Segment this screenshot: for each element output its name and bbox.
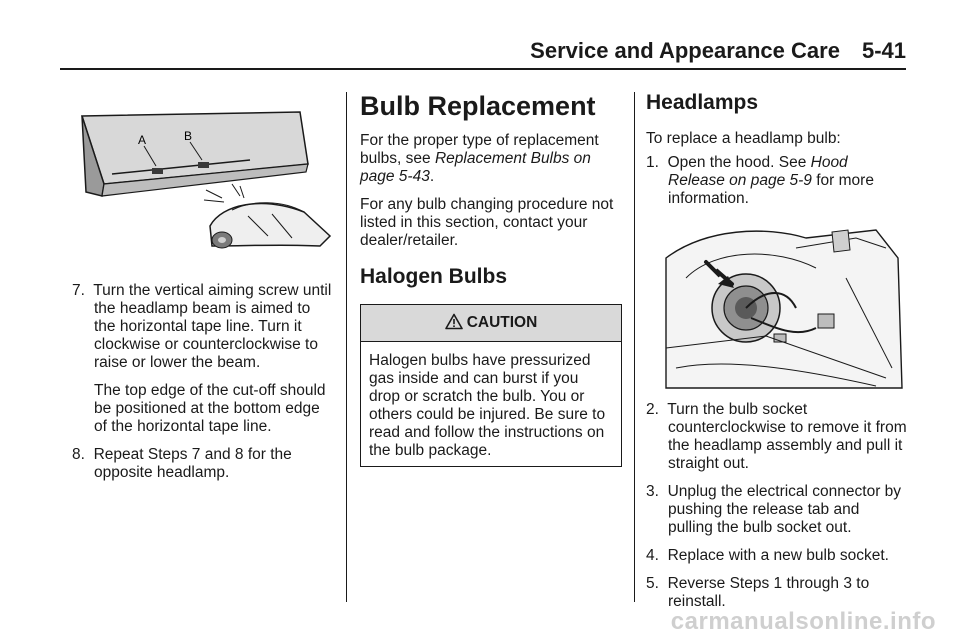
step-number: 7. — [72, 282, 85, 299]
caution-box — [360, 304, 622, 467]
step-text: Turn the bulb socket counterclockwise to remove it from the headlamp assembly and pull it straight out. — [667, 401, 907, 472]
step-8 — [72, 446, 334, 482]
step-number: 4. — [646, 547, 659, 564]
replacement-bulbs-paragraph — [360, 132, 622, 186]
step-number: 1. — [646, 154, 659, 171]
page-number: 5-41 — [861, 38, 906, 63]
paragraph-text: For the proper type of replacement bulbs, see — [360, 132, 599, 167]
intro-text: To replace a headlamp bulb: — [646, 130, 841, 147]
step-2 — [646, 401, 908, 473]
step-5 — [646, 575, 908, 611]
left-column — [72, 96, 334, 492]
step-4 — [646, 547, 908, 565]
step-7-note: The top edge of the cut-off should be positioned at the bottom edge of the horizontal tape line. — [94, 382, 326, 435]
step-number: 5. — [646, 575, 659, 592]
step-text: Unplug the electrical connector by pushing the release tab and pulling the bulb socket out. — [667, 483, 902, 536]
right-column — [646, 90, 908, 621]
step-number: 3. — [646, 483, 659, 500]
halogen-bulbs-heading: Halogen Bulbs — [360, 265, 508, 288]
replacement-bulbs-link[interactable]: Replacement Bulbs on page 5‑43 — [360, 150, 591, 185]
step-text: Reverse Steps 1 through 3 to reinstall. — [667, 575, 870, 610]
column-divider-right — [634, 92, 635, 602]
label-b: B — [184, 129, 193, 143]
step-number: 2. — [646, 401, 659, 418]
column-divider-left — [346, 92, 347, 602]
warning-triangle-icon — [445, 313, 463, 330]
step-3 — [646, 483, 908, 537]
step-1 — [646, 154, 908, 208]
caution-body: Halogen bulbs have pressurized gas inside and can burst if you drop or scratch the bulb. You or others could be injured. Be sure to read and follow the instructions on the bulb package. — [369, 352, 606, 459]
caution-header — [361, 305, 621, 342]
label-a: A — [138, 133, 147, 147]
paragraph-text: . — [429, 168, 435, 185]
headlamp-bulb-socket-illustration — [646, 218, 908, 393]
step-7 — [72, 282, 334, 372]
step-text: Repeat Steps 7 and 8 for the opposite headlamp. — [93, 446, 292, 481]
headlamps-heading: Headlamps — [646, 91, 759, 114]
step-text: Open the hood. See — [667, 154, 811, 171]
dealer-paragraph: For any bulb changing procedure not listed in this section, contact your dealer/retailer. — [360, 196, 614, 249]
bulb-replacement-heading: Bulb Replacement — [360, 91, 596, 121]
middle-column — [360, 90, 622, 467]
hood-release-link[interactable]: Hood Release on page 5‑9 — [668, 154, 848, 189]
step-text: for more information. — [668, 172, 874, 207]
step-text: Turn the vertical aiming screw until the headlamp beam is aimed to the horizontal tape line. Turn it clockwise or counterclockwise to raise or lower the beam. — [93, 282, 332, 371]
header-rule — [60, 68, 906, 70]
section-title: Service and Appearance Care — [530, 38, 840, 63]
caution-label: CAUTION — [466, 314, 538, 331]
watermark: carmanualsonline.info — [670, 608, 936, 635]
headlamp-aiming-illustration — [72, 96, 334, 266]
step-text: Replace with a new bulb socket. — [667, 547, 889, 564]
page-header — [60, 38, 906, 64]
step-number: 8. — [72, 446, 85, 463]
